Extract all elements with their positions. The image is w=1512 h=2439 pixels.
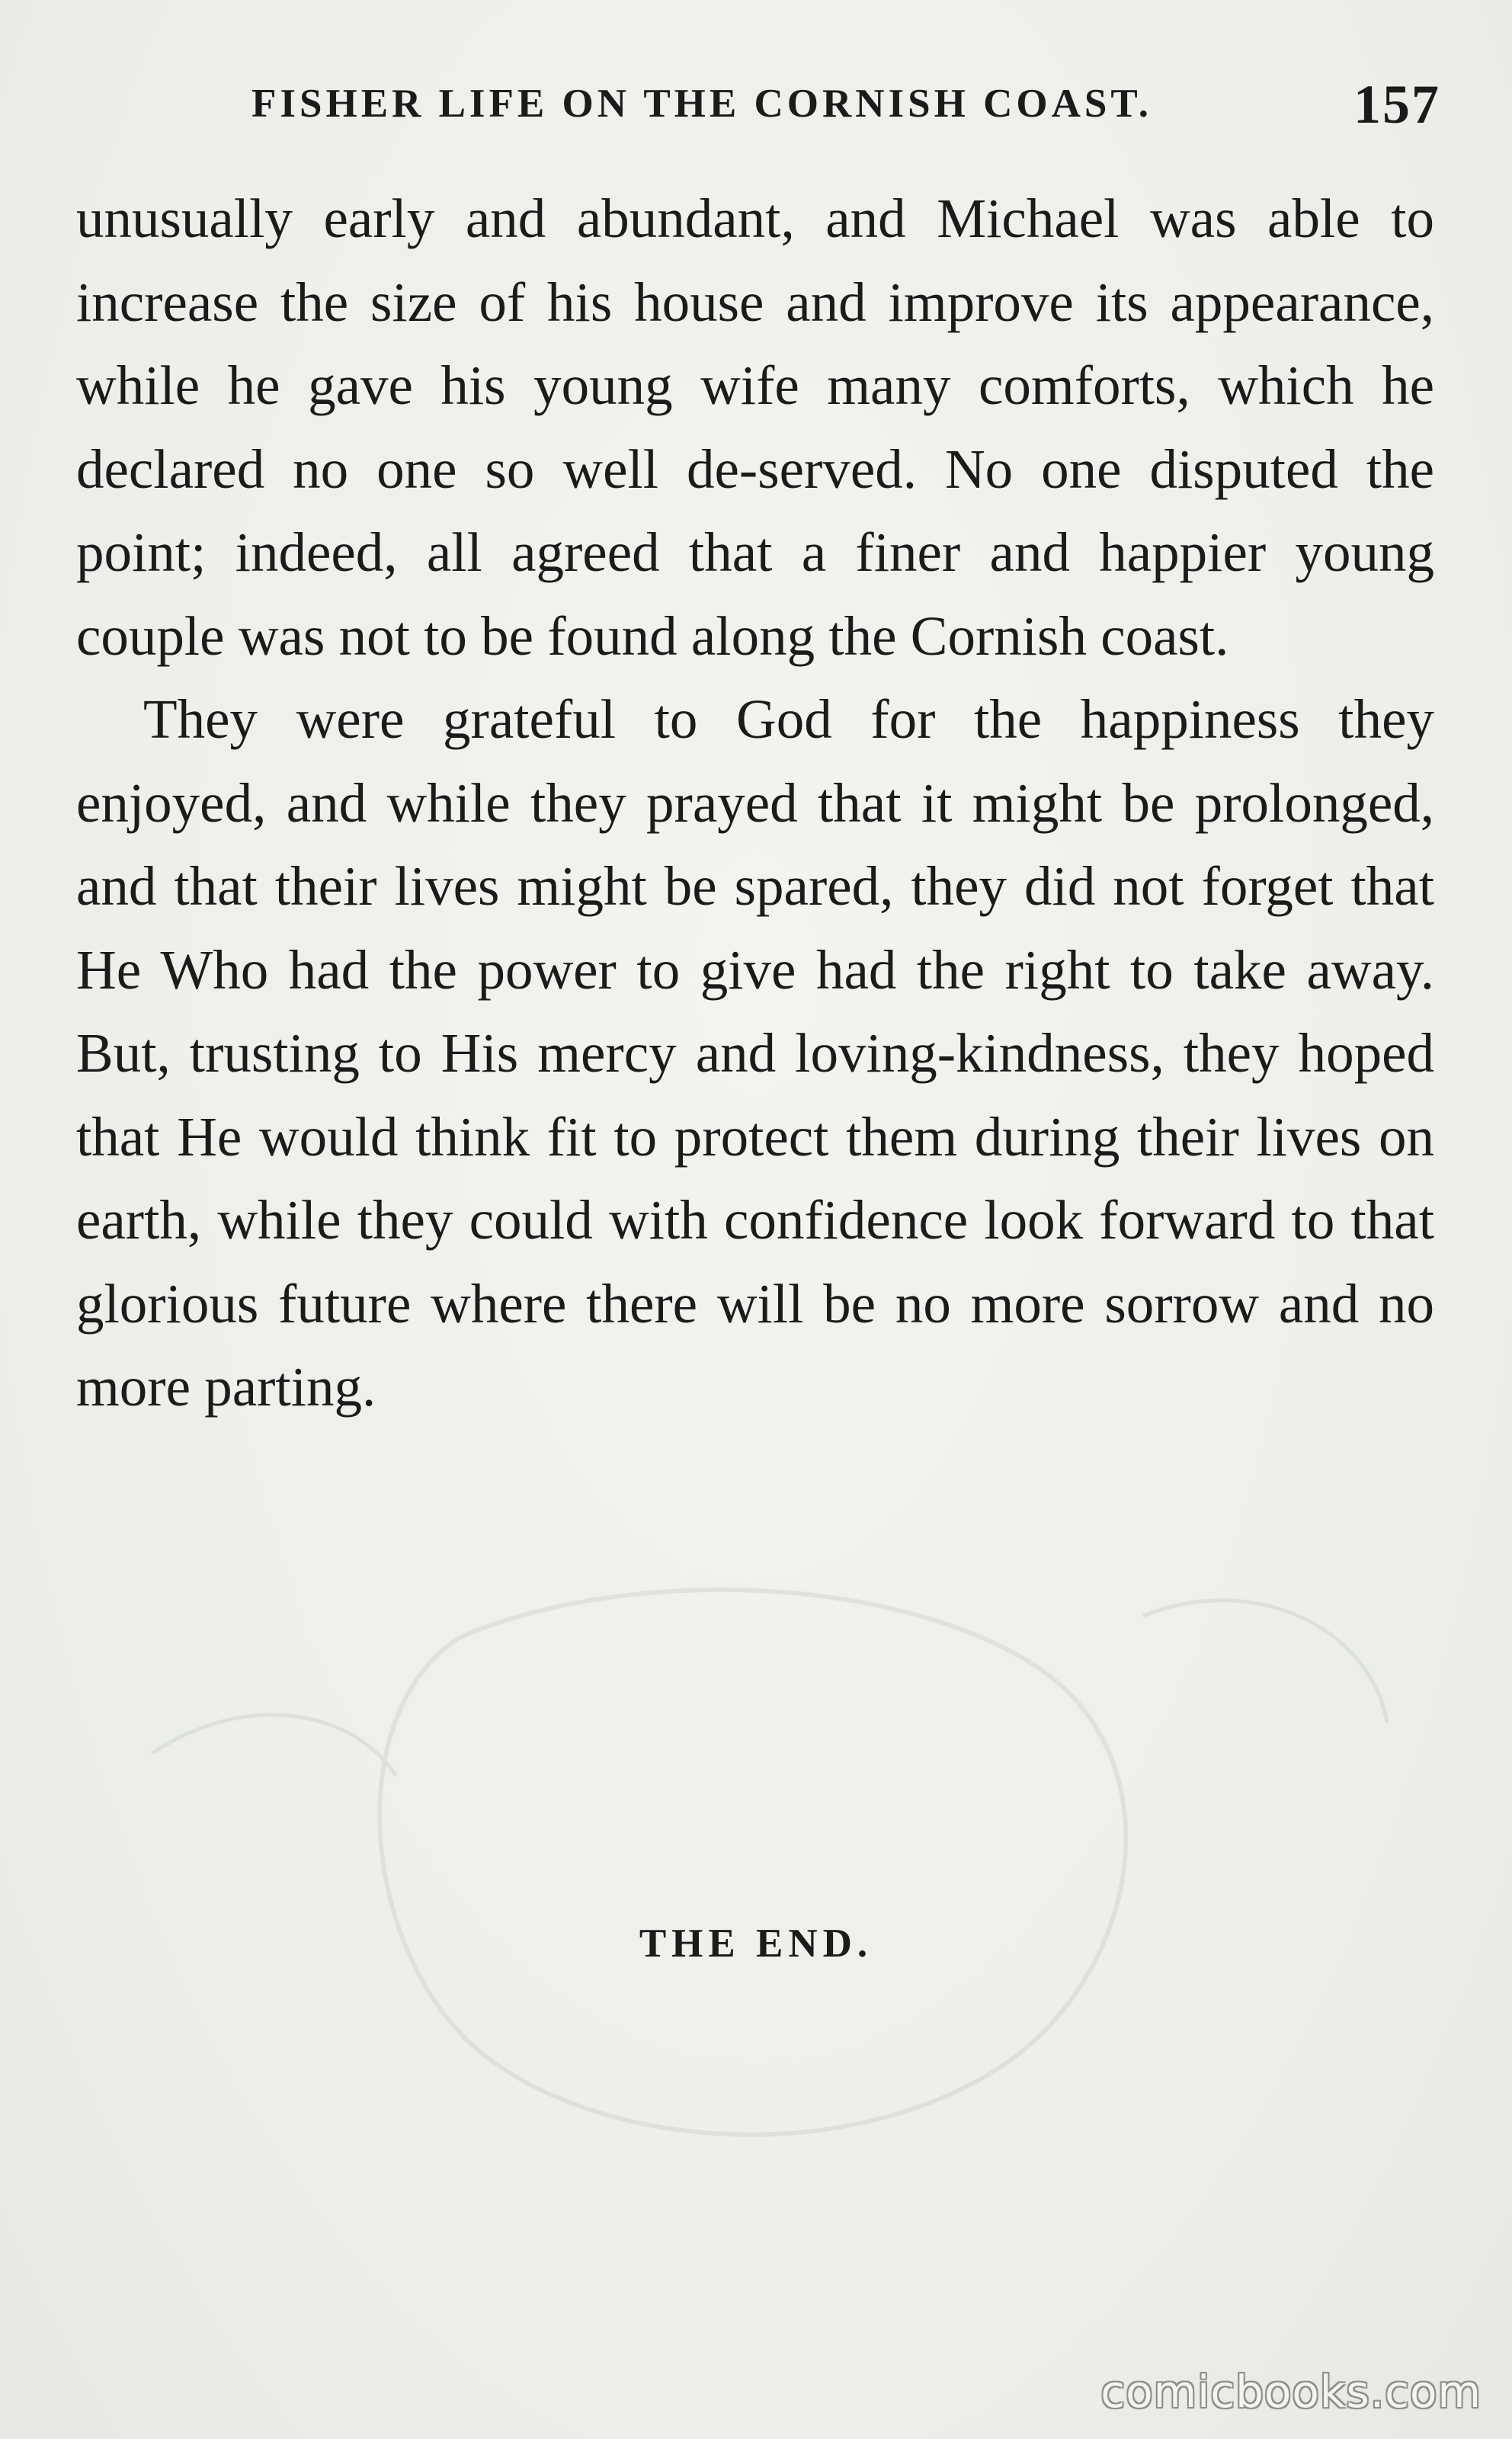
watermark-logo: comicbooks.com [1100, 2366, 1482, 2418]
paragraph: They were grateful to God for the happiness they enjoyed, and while they prayed that it might be prolonged, and that their lives might be spared, they did not forget that He Who had the power to give had the right to take away. But, trusting to His mercy and loving-kindness, they hoped that He would think fit to protect them during their lives on earth, while they could with confidence look forward to that glorious future where there will be no more sorrow and no more parting. [76, 688, 1434, 1418]
paragraph: unusually early and abundant, and Michael was able to increase the size of his house and improve its appearance, while he gave his young wife many comforts, which he declared no one so well de-served. No one disputed the point; indeed, all agreed that a finer and happier young couple was not to be found along the Cornish coast. [76, 187, 1434, 667]
page-header [251, 73, 1440, 142]
faint-background-ornament [0, 1524, 1512, 2287]
the-end-heading: THE END. [639, 1921, 873, 1966]
page-number: 157 [1353, 74, 1440, 135]
running-title: FISHER LIFE ON THE CORNISH COAST. [251, 82, 1153, 126]
body-text [76, 177, 1434, 1429]
